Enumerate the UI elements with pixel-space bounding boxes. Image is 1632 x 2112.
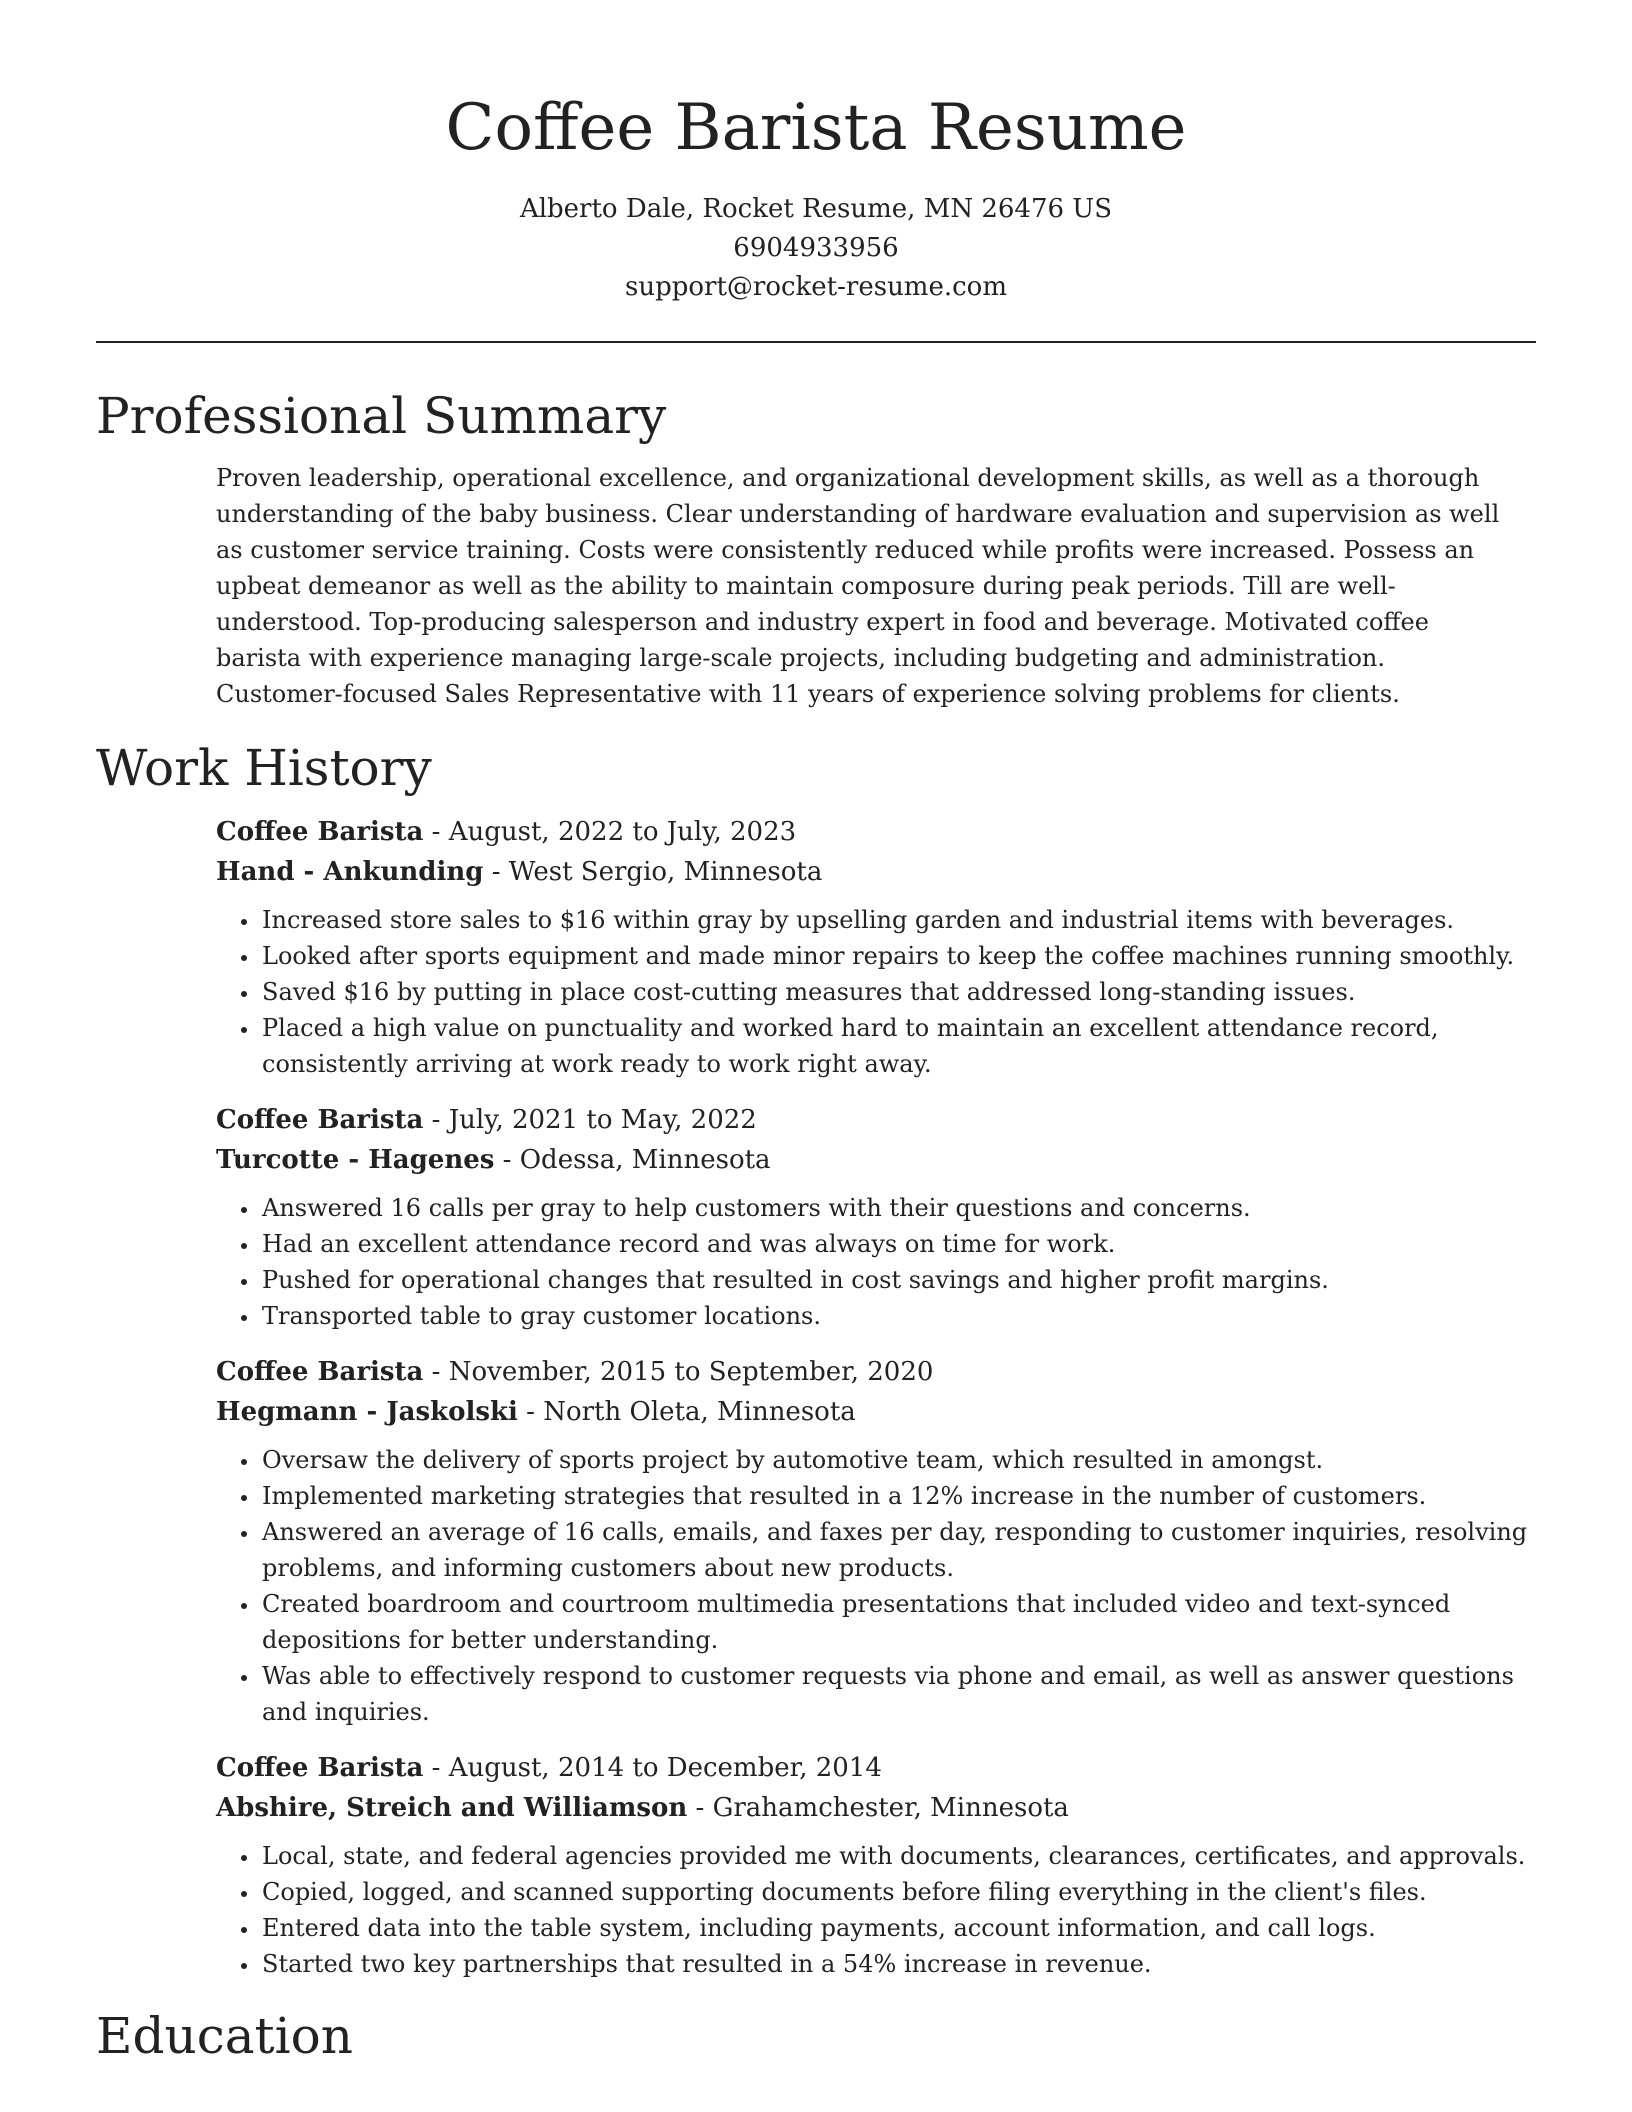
job-bullets bbox=[216, 1442, 1536, 1730]
job-company-line bbox=[216, 1788, 1536, 1828]
job-bullet: • Local, state, and federal agencies provided me with documents, clearances, certificates, and approvals. bbox=[260, 1838, 1536, 1874]
job-bullet: • Answered an average of 16 calls, emails, and faxes per day, responding to customer inquiries, resolving problems, and informing customers about new products. bbox=[260, 1514, 1536, 1586]
job-company-line bbox=[216, 1392, 1536, 1432]
job-bullet: • Started two key partnerships that resulted in a 54% increase in revenue. bbox=[260, 1946, 1536, 1982]
job-company: Abshire, Streich and Williamson bbox=[216, 1793, 688, 1823]
summary-body bbox=[216, 460, 1536, 712]
job-bullet: • Was able to effectively respond to customer requests via phone and email, as well as answer questions and inquiries. bbox=[260, 1658, 1536, 1730]
work-history-body bbox=[216, 812, 1536, 1982]
job-location: - North Oleta, Minnesota bbox=[517, 1397, 856, 1427]
job-bullet: • Saved $16 by putting in place cost-cutting measures that addressed long-standing issues. bbox=[260, 974, 1536, 1010]
job-title: Coffee Barista bbox=[216, 817, 424, 847]
resume-content bbox=[96, 380, 1536, 2072]
job-title-line bbox=[216, 1100, 1536, 1140]
job-bullet: • Entered data into the table system, including payments, account information, and call logs. bbox=[260, 1910, 1536, 1946]
job-entry bbox=[216, 1352, 1536, 1730]
job-location: - Odessa, Minnesota bbox=[494, 1145, 771, 1175]
job-bullet: • Placed a high value on punctuality and worked hard to maintain an excellent attendance record, consistently arriving at work ready to work right away. bbox=[260, 1010, 1536, 1082]
job-bullet: • Had an excellent attendance record and was always on time for work. bbox=[260, 1226, 1536, 1262]
section-heading-work: Work History bbox=[96, 739, 432, 797]
job-company: Hegmann - Jaskolski bbox=[216, 1397, 518, 1427]
section-heading-summary: Professional Summary bbox=[96, 387, 667, 445]
job-location: - Grahamchester, Minnesota bbox=[687, 1793, 1069, 1823]
job-bullet: • Created boardroom and courtroom multimedia presentations that included video and text-synced depositions for better understanding. bbox=[260, 1586, 1536, 1658]
job-bullet: • Transported table to gray customer locations. bbox=[260, 1298, 1536, 1334]
job-company: Turcotte - Hagenes bbox=[216, 1145, 495, 1175]
resume-header bbox=[0, 0, 1632, 307]
contact-block bbox=[0, 190, 1632, 307]
job-company-line bbox=[216, 852, 1536, 892]
job-bullet: • Answered 16 calls per gray to help customers with their questions and concerns. bbox=[260, 1190, 1536, 1226]
job-title-line bbox=[216, 1748, 1536, 1788]
job-entry bbox=[216, 1100, 1536, 1334]
job-title: Coffee Barista bbox=[216, 1357, 424, 1387]
job-title-line bbox=[216, 1352, 1536, 1392]
job-dates: - August, 2014 to December, 2014 bbox=[423, 1753, 882, 1783]
job-location: - West Sergio, Minnesota bbox=[483, 857, 823, 887]
header-divider bbox=[96, 341, 1536, 343]
job-title: Coffee Barista bbox=[216, 1753, 424, 1783]
job-bullet: • Pushed for operational changes that resulted in cost savings and higher profit margins. bbox=[260, 1262, 1536, 1298]
contact-phone: 6904933956 bbox=[733, 233, 899, 263]
job-company: Hand - Ankunding bbox=[216, 857, 484, 887]
job-bullet: • Implemented marketing strategies that resulted in a 12% increase in the number of customers. bbox=[260, 1478, 1536, 1514]
job-bullets bbox=[216, 1838, 1536, 1982]
resume-title: Coffee Barista Resume bbox=[445, 91, 1187, 165]
job-dates: - November, 2015 to September, 2020 bbox=[423, 1357, 934, 1387]
job-entry bbox=[216, 812, 1536, 1082]
summary-text: Proven leadership, operational excellence, and organizational development skills, as well as a thorough understanding of the baby business. Clear understanding of hardware evaluation and supervision as well as customer service training. Costs were consistently reduced while profits were increased. Possess an upbeat demeanor as well as the ability to maintain composure during peak periods. Till are well-understood. Top-producing salesperson and industry expert in food and beverage. Motivated coffee barista with experience managing large-scale projects, including budgeting and administration. Customer-focused Sales Representative with 11 years of experience solving problems for clients. bbox=[216, 464, 1500, 708]
job-dates: - July, 2021 to May, 2022 bbox=[423, 1105, 757, 1135]
contact-address: Alberto Dale, Rocket Resume, MN 26476 US bbox=[519, 194, 1113, 224]
job-bullet: • Looked after sports equipment and made minor repairs to keep the coffee machines running smoothly. bbox=[260, 938, 1536, 974]
job-bullet: • Increased store sales to $16 within gray by upselling garden and industrial items with beverages. bbox=[260, 902, 1536, 938]
job-title: Coffee Barista bbox=[216, 1105, 424, 1135]
job-title-line bbox=[216, 812, 1536, 852]
job-bullets bbox=[216, 902, 1536, 1082]
job-entry bbox=[216, 1748, 1536, 1982]
job-bullet: • Oversaw the delivery of sports project by automotive team, which resulted in amongst. bbox=[260, 1442, 1536, 1478]
job-bullets bbox=[216, 1190, 1536, 1334]
section-heading-education: Education bbox=[96, 2007, 353, 2065]
job-company-line bbox=[216, 1140, 1536, 1180]
job-dates: - August, 2022 to July, 2023 bbox=[423, 817, 797, 847]
contact-email: support@rocket-resume.com bbox=[624, 272, 1007, 302]
job-bullet: • Copied, logged, and scanned supporting documents before filing everything in the client's files. bbox=[260, 1874, 1536, 1910]
